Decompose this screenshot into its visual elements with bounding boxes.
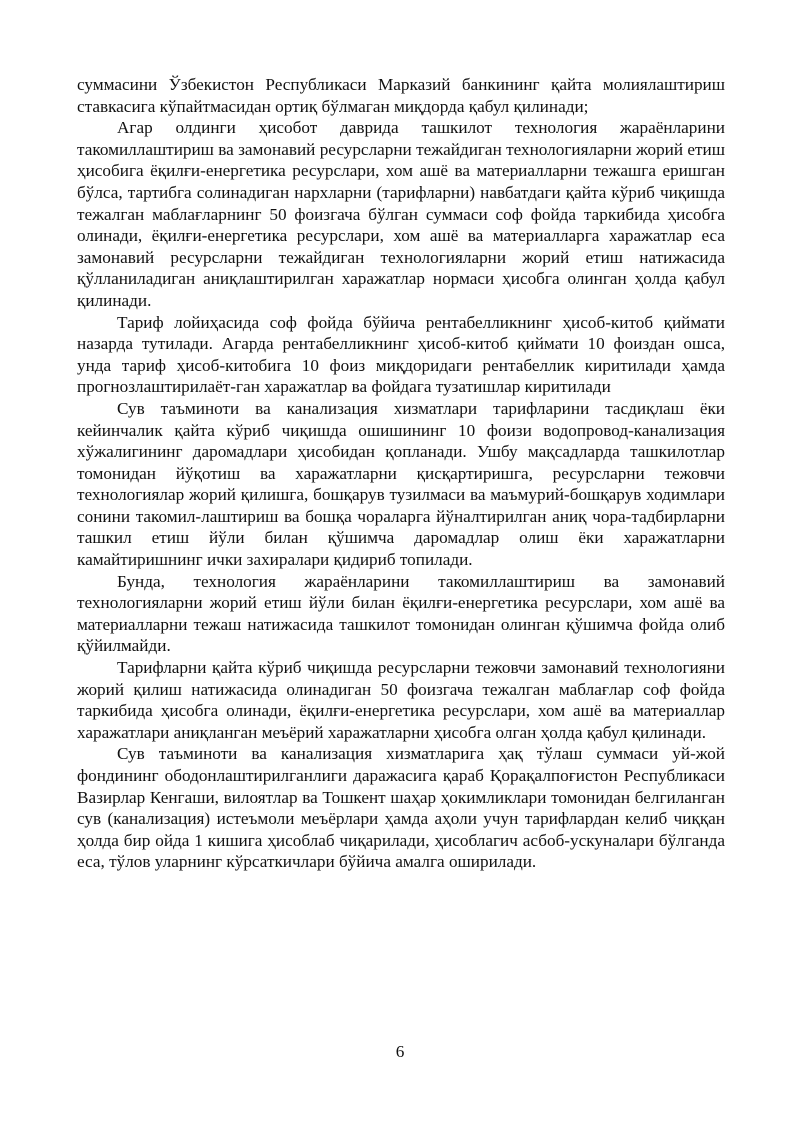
paragraph-resource-savings: Агар олдинги ҳисобот даврида ташкилот технология жараёнларини такомиллаштириш ва замонавий ресурсларни тежайдиган технологияларни жорий етиш ҳисобига ёқилғи-енергетика ресурслари, хом ашё ва материалларни тежашга еришган бўлса, тартибга солинадиган нархларни (тарифларни) навбатдаги қайта кўриб чиқишда тежалган маблағларнинг 50 фоизгача бўлган суммаси соф фойда таркибида ҳисобга олинади, ёқилғи-енергетика ресурслари, хом ашё ва материалларга харажатлар еса замонавий ресурсларни тежайдиган технологияларни жорий етиш натижасида қўлланиладиган аниқлаштирилган харажатлар нормаси ҳисобга олинган ҳолда қабул қилинади. [77, 118, 725, 310]
paragraph-tariff-profitability: Тариф лойиҳасида соф фойда бўйича рентабелликнинг ҳисоб-китоб қиймати назарда тутилади. Агарда рентабелликнинг ҳисоб-китоб қиймати 10 фоиздан ошса, унда тариф ҳисоб-китобига 10 фоиз миқдоридаги рентабеллик киритилади ҳамда прогнозлаштирилаёт-ган харажатлар ва фойдага тузатишлар киритилади [77, 312, 725, 397]
paragraph-additional-profit: Бунда, технология жараёнларини такомиллаштириш ва замонавий технологияларни жорий етиш йўли билан ёқилғи-енергетика ресурслари, хом ашё ва материалларни тежаш натижасида ташкилот томонидан олинган қўшимча фойда олиб қўйилмайди. [77, 571, 725, 656]
paragraph-tariff-review: Тарифларни қайта кўриб чиқишда ресурсларни тежовчи замонавий технологияни жорий қилиш натижасида олинадиган 50 фоизгача тежалган маблағлар соф фойда таркибида ҳисобга олинади, ёқилғи-енергетика ресурслари, хом ашё ва материаллар харажатлари аниқланган меъёрий харажатларни ҳисобга олган ҳолда қабул қилинади. [77, 658, 725, 742]
document-body [77, 74, 725, 873]
paragraph-continuation: суммасини Ўзбекистон Республикаси Марказий банкининг қайта молиялаштириш ставкасига кўпайтмасидан ортиқ бўлмаган миқдорда қабул қилинади; [77, 75, 725, 116]
page-number: 6 [395, 1042, 405, 1061]
paragraph-water-supply-tariffs: Сув таъминоти ва канализация хизматлари тарифларини тасдиқлаш ёки кейинчалик қайта кўриб чиқишда ошишининг 10 фоизи водопровод-канализация хўжалигининг даромадлари ҳисобидан қопланади. Ушбу мақсадларда ташкилотлар томонидан йўқотиш ва харажатларни қисқартиришга, ресурсларни тежовчи технологиялар жорий қилишга, бошқарув тузилмаси ва маъмурий-бошқарув ходимлари сонини такомил-лаштириш ва бошқа чораларга йўналтирилган аниқ чора-тадбирларни ташкил етиш йўли билан қўшимча даромадлар олиш ёки харажатларни камайтиришнинг ички захиралари қидириб топилади. [77, 398, 725, 570]
paragraph-payment-calculation: Сув таъминоти ва канализация хизматларига ҳақ тўлаш суммаси уй-жой фондининг ободонлаштирилганлиги даражасига қараб Қорақалпоғистон Республикаси Вазирлар Кенгаши, вилоятлар ва Тошкент шаҳар ҳокимликлари томонидан белгиланган сув (канализация) истеъмоли меъёрлари ҳамда аҳоли учун тарифлардан келиб чиққан ҳолда бир ойда 1 кишига ҳисоблаб чиқарилади, ҳисоблагич асбоб-ускуналари бўлганда еса, тўлов уларнинг кўрсаткичлари бўйича амалга оширилади. [77, 744, 725, 872]
